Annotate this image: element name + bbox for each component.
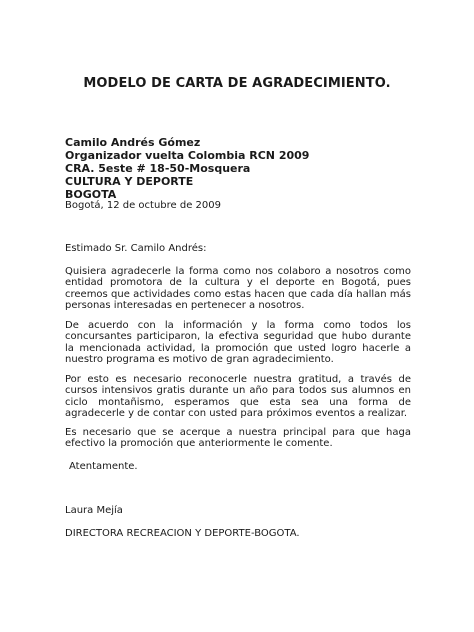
signer-title: DIRECTORA RECREACION Y DEPORTE-BOGOTA. bbox=[65, 528, 300, 539]
paragraph: Por esto es necesario reconocerle nuestra gratitud, a través de cursos intensivos gratis durante un año para todos sus alumnos en ciclo montañismo, esperamos que esta sea una forma de agradecerle y de contar con usted para próximos eventos a realizar. bbox=[65, 374, 411, 420]
recipient-address: CRA. 5este # 18-50-Mosquera bbox=[65, 162, 251, 175]
recipient-role: Organizador vuelta Colombia RCN 2009 bbox=[65, 149, 310, 162]
document-title: MODELO DE CARTA DE AGRADECIMIENTO. bbox=[83, 76, 391, 91]
paragraph: Es necesario que se acerque a nuestra principal para que haga efectivo la promoción que anteriormente le comente. bbox=[65, 427, 411, 450]
signer-name: Laura Mejía bbox=[65, 505, 123, 516]
salutation: Estimado Sr. Camilo Andrés: bbox=[65, 243, 207, 254]
closing: Atentamente. bbox=[69, 461, 138, 472]
paragraph: Quisiera agradecerle la forma como nos colaboro a nosotros como entidad promotora de la cultura y el deporte en Bogotá, pues creemos que actividades como estas hacen que cada día hallan más personas interesadas en pertenecer a nosotros. bbox=[65, 266, 411, 312]
letter-date: Bogotá, 12 de octubre de 2009 bbox=[65, 200, 222, 211]
recipient-block bbox=[65, 136, 309, 201]
recipient-city: BOGOTA bbox=[65, 188, 117, 201]
recipient-department: CULTURA Y DEPORTE bbox=[65, 175, 194, 188]
recipient-name: Camilo Andrés Gómez bbox=[65, 136, 201, 149]
paragraph: De acuerdo con la información y la forma como todos los concursantes participaron, la efectiva seguridad que hubo durante la mencionada actividad, la promoción que usted logro hacerle a nuestro programa es motivo de gran agradecimiento. bbox=[65, 320, 411, 366]
